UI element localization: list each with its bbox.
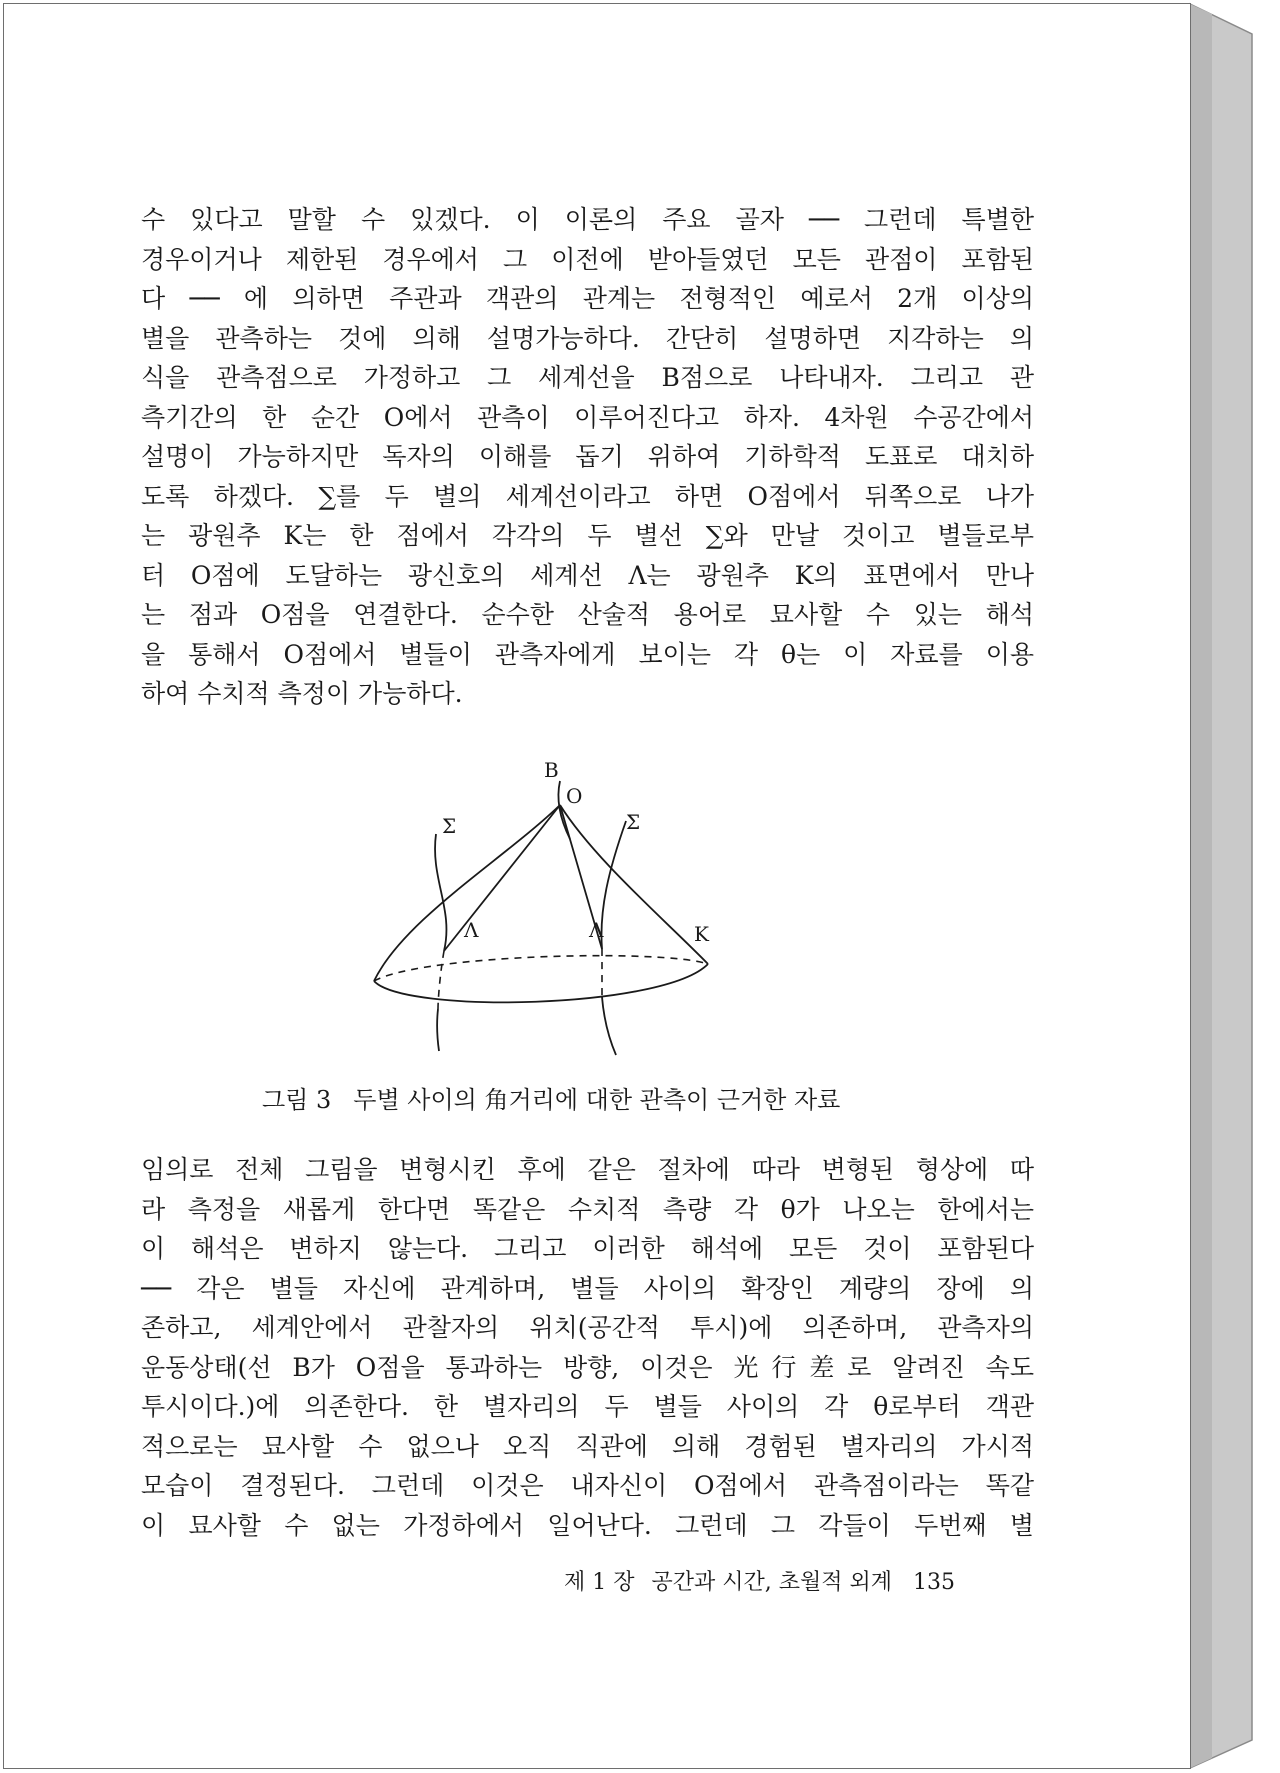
figure-caption-text: 두별 사이의 角거리에 대한 관측이 근거한 자료 <box>353 1086 841 1114</box>
text-line: 터 O점에 도달하는 광신호의 세계선 Λ는 광원추 K의 표면에서 만나 <box>141 560 1034 590</box>
text-line: 별을 관측하는 것에 의해 설명가능하다. 간단히 설명하면 지각하는 의 <box>141 323 1034 353</box>
label-b: B <box>544 759 559 782</box>
text-line: 도록 하겠다. ∑를 두 별의 세계선이라고 하면 O점에서 뒤쪽으로 나가 <box>141 481 1034 511</box>
text-line: 을 통해서 O점에서 별들이 관측자에게 보이는 각 θ는 이 자료를 이용 <box>141 639 1034 669</box>
sigma-right-lower <box>602 997 616 1055</box>
label-sigma-right: Σ <box>626 810 641 834</box>
label-o: O <box>566 784 583 808</box>
running-footer <box>564 1568 1024 1598</box>
text-line: 는 점과 O점을 연결한다. 순수한 산술적 용어로 묘사할 수 있는 해석 <box>141 600 1034 629</box>
cone-base-back <box>374 956 708 981</box>
label-lambda-right: Λ <box>589 918 604 942</box>
text-line: 이 해석은 변하지 않는다. 그리고 이러한 해석에 모든 것이 포함된다 <box>141 1234 1034 1263</box>
figure-caption <box>262 1084 982 1116</box>
text-line: 임의로 전체 그림을 변형시킨 후에 같은 절차에 따라 변형된 형상에 따 <box>141 1155 1034 1184</box>
text-line: 식을 관측점으로 가정하고 그 세계선을 B점으로 나타내자. 그리고 관 <box>141 363 1034 392</box>
text-line: 존하고, 세계안에서 관찰자의 위치(공간적 투시)에 의존하며, 관측자의 <box>141 1313 1034 1342</box>
sigma-left-line <box>435 834 446 951</box>
text-line: 하여 수치적 측정이 가능하다. <box>141 679 463 708</box>
text-line: 적으로는 묘사할 수 없으나 오직 직관에 의해 경험된 별자리의 가시적 <box>141 1431 1034 1461</box>
text-line: 설명이 가능하지만 독자의 이해를 돕기 위하여 기하학적 도표로 대치하 <box>141 442 1034 471</box>
text-line: ── 각은 별들 자신에 관계하며, 별들 사이의 확장인 계량의 장에 의 <box>141 1273 1034 1303</box>
label-sigma-left: Σ <box>442 814 457 838</box>
text-line: 경우이거나 제한된 경우에서 그 이전에 받아들였던 모든 관점이 포함된 <box>141 244 1034 274</box>
page <box>4 4 1190 1768</box>
paragraph-1 <box>141 200 1034 714</box>
text-line: 운동상태(선 B가 O점을 통과하는 방향, 이것은 光行差로 알려진 속도 <box>141 1352 1034 1382</box>
text-line: 모습이 결정된다. 그런데 이것은 내자신이 O점에서 관측점이라는 똑같 <box>141 1471 1034 1500</box>
label-lambda-left: Λ <box>464 918 479 942</box>
paragraph-2 <box>141 1150 1034 1545</box>
text-line: 는 광원추 K는 한 점에서 각각의 두 별선 ∑와 만날 것이고 별들로부 <box>141 521 1034 550</box>
cone-base-front <box>374 964 708 1002</box>
cone-left-edge <box>374 805 560 981</box>
light-cone-figure <box>364 759 764 1059</box>
text-line: 수 있다고 말할 수 있겠다. 이 이론의 주요 골자 ── 그런데 특별한 <box>141 205 1034 234</box>
label-k: K <box>694 922 709 946</box>
chapter-number: 제 1 장 <box>564 1570 635 1595</box>
lambda-left-line <box>444 805 560 951</box>
chapter-title: 공간과 시간, 초월적 외계 <box>651 1570 892 1595</box>
text-line: 이 묘사할 수 없는 가정하에서 일어난다. 그런데 그 각들이 두번째 별 <box>141 1510 1034 1540</box>
text-line: 측기간의 한 순간 O에서 관측이 이루어진다고 하자. 4차원 수공간에서 <box>141 402 1034 432</box>
sigma-left-lower <box>437 1009 439 1051</box>
page-number: 135 <box>913 1570 955 1595</box>
text-line: 라 측정을 새롭게 한다면 똑같은 수치적 측량 각 θ가 나오는 한에서는 <box>141 1194 1034 1224</box>
figure-number: 그림 3 <box>262 1086 332 1114</box>
text-line: 다 ── 에 의하면 주관과 객관의 관계는 전형적인 예로서 2개 이상의 <box>141 284 1034 313</box>
sigma-right-line <box>601 821 626 949</box>
text-line: 투시이다.)에 의존한다. 한 별자리의 두 별들 사이의 각 θ로부터 객관 <box>141 1392 1034 1421</box>
